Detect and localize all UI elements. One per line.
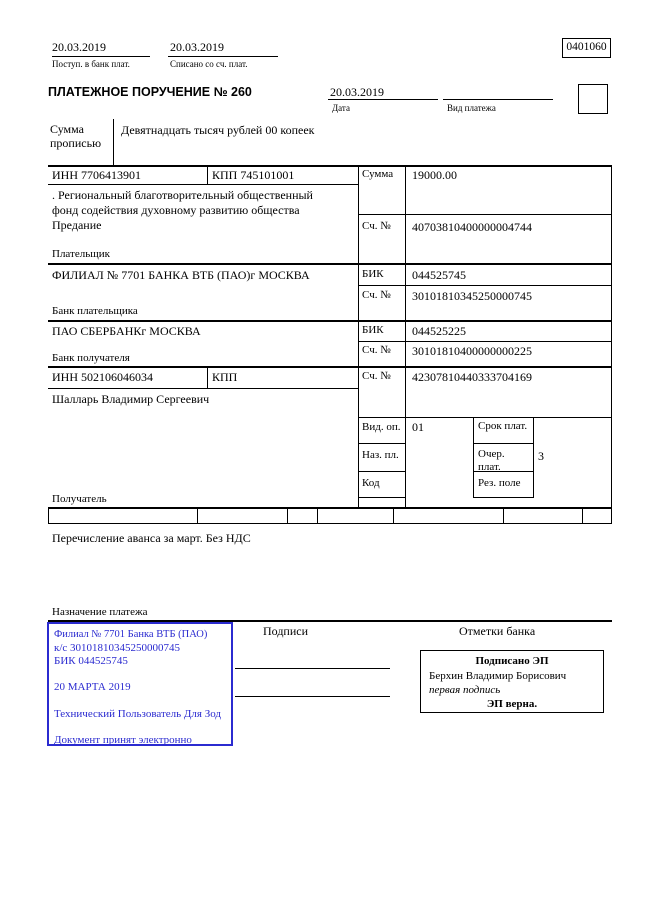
esign-box xyxy=(420,650,604,713)
table-border xyxy=(405,165,406,507)
payee-bank-bik-label: БИК xyxy=(362,324,384,336)
document-date: 20.03.2019 xyxy=(330,85,384,99)
payer-name: . Региональный благотворительный общественный фонд содействия духовному развитию общества Предание xyxy=(52,188,313,232)
table-border xyxy=(358,443,406,444)
received-date-underline xyxy=(52,56,150,57)
table-border xyxy=(287,507,288,523)
payee-account-value: 42307810440333704169 xyxy=(412,370,532,384)
payee-section-label: Получатель xyxy=(52,493,107,505)
debited-date: 20.03.2019 xyxy=(170,40,224,54)
op-kind-value: 01 xyxy=(412,420,424,434)
stamp-accepted: Документ принят электронно xyxy=(54,734,192,746)
esign-signer: Берхин Владимир Борисович xyxy=(429,670,567,682)
date-label: Дата xyxy=(332,103,350,113)
debited-date-underline xyxy=(168,56,278,57)
payee-account-label: Сч. № xyxy=(362,370,391,382)
payer-inn: ИНН 7706413901 xyxy=(52,168,141,182)
table-border xyxy=(358,497,406,498)
stamp-bik: БИК 044525745 xyxy=(54,655,128,667)
stamp-bank-name: Филиал № 7701 Банка ВТБ (ПАО) xyxy=(54,629,208,640)
payee-name: Шалларь Владимир Сергеевич xyxy=(52,392,210,406)
table-border xyxy=(317,507,318,523)
stamp-date: 20 МАРТА 2019 xyxy=(54,681,131,693)
payment-kind-underline xyxy=(443,99,553,100)
amount-words-divider xyxy=(113,119,114,165)
purpose-code-label: Наз. пл. xyxy=(362,449,399,461)
table-border xyxy=(533,417,534,497)
payee-bank-section-label: Банк получателя xyxy=(52,352,130,364)
table-border xyxy=(582,507,583,523)
table-border xyxy=(48,184,358,185)
table-border xyxy=(473,497,534,498)
table-border xyxy=(48,388,358,389)
table-border xyxy=(393,507,394,523)
priority-value: 3 xyxy=(538,449,544,463)
status-square xyxy=(578,84,608,114)
amount-value: 19000.00 xyxy=(412,168,457,182)
payer-account-label: Сч. № xyxy=(362,220,391,232)
purpose-text: Перечисление аванса за март. Без НДС xyxy=(52,531,251,545)
payee-bank-account-label: Сч. № xyxy=(362,344,391,356)
amount-label: Сумма xyxy=(362,168,394,180)
esign-verdict: ЭП верна. xyxy=(486,698,538,710)
bank-stamp-box xyxy=(47,622,233,746)
table-border xyxy=(197,507,198,523)
form-code-box xyxy=(562,38,611,58)
document-title: ПЛАТЕЖНОЕ ПОРУЧЕНИЕ № 260 xyxy=(48,85,252,99)
table-border xyxy=(611,165,612,507)
payer-bank-bik-label: БИК xyxy=(362,268,384,280)
payee-inn: ИНН 502106046034 xyxy=(52,370,153,384)
table-border xyxy=(48,366,612,368)
table-border xyxy=(48,507,612,509)
table-border xyxy=(48,320,612,322)
payer-bank-account-value: 30101810345250000745 xyxy=(412,289,532,303)
reserve-label: Рез. поле xyxy=(478,477,521,489)
signature-line xyxy=(235,696,390,697)
form-code: 0401060 xyxy=(566,41,607,53)
table-border xyxy=(473,443,534,444)
payee-kpp-label: КПП xyxy=(212,370,238,384)
payee-bank-name: ПАО СБЕРБАНКг МОСКВА xyxy=(52,324,201,338)
purpose-section-label: Назначение платежа xyxy=(52,606,148,618)
table-border xyxy=(48,523,612,524)
table-border xyxy=(358,417,612,418)
esign-title: Подписано ЭП xyxy=(475,655,549,667)
payment-kind-label: Вид платежа xyxy=(447,103,496,113)
payer-bank-section-label: Банк плательщика xyxy=(52,305,138,317)
received-date: 20.03.2019 xyxy=(52,40,106,54)
table-border xyxy=(207,165,208,184)
amount-words-value: Девятнадцать тысяч рублей 00 копеек xyxy=(121,123,315,137)
amount-words-label-1: Сумма xyxy=(50,122,84,136)
date-underline xyxy=(328,99,438,100)
table-border xyxy=(358,165,359,507)
code-label: Код xyxy=(362,477,380,489)
table-border xyxy=(358,285,612,286)
table-border xyxy=(358,341,612,342)
stamp-user: Технический Пользователь Для Зод xyxy=(54,708,222,720)
payer-bank-bik-value: 044525745 xyxy=(412,268,466,282)
debited-date-label: Списано со сч. плат. xyxy=(170,59,248,69)
payer-account-value: 40703810400000004744 xyxy=(412,220,532,234)
esign-kind: первая подпись xyxy=(429,684,501,696)
table-border xyxy=(48,507,49,523)
op-kind-label: Вид. оп. xyxy=(362,421,401,433)
payer-bank-account-label: Сч. № xyxy=(362,289,391,301)
payer-kpp: КПП 745101001 xyxy=(212,168,295,182)
table-border xyxy=(48,165,612,167)
table-border xyxy=(48,263,612,265)
stamp-corr-account: к/с 30101810345250000745 xyxy=(54,642,181,654)
table-border xyxy=(611,507,612,523)
table-border xyxy=(358,471,406,472)
term-label: Срок плат. xyxy=(478,420,528,432)
received-date-label: Поступ. в банк плат. xyxy=(52,59,130,69)
table-border xyxy=(358,214,612,215)
priority-label: Очер. плат. xyxy=(478,448,505,473)
signature-line xyxy=(235,668,390,669)
table-border xyxy=(503,507,504,523)
bank-marks-label: Отметки банка xyxy=(459,624,536,638)
table-border xyxy=(473,417,474,497)
amount-words-label-2: прописью xyxy=(50,136,102,150)
payer-bank-name: ФИЛИАЛ № 7701 БАНКА ВТБ (ПАО)г МОСКВА xyxy=(52,268,310,282)
table-border xyxy=(207,366,208,388)
payee-bank-bik-value: 044525225 xyxy=(412,324,466,338)
payer-section-label: Плательщик xyxy=(52,248,110,260)
signatures-label: Подписи xyxy=(263,624,309,638)
payee-bank-account-value: 30101810400000000225 xyxy=(412,344,532,358)
